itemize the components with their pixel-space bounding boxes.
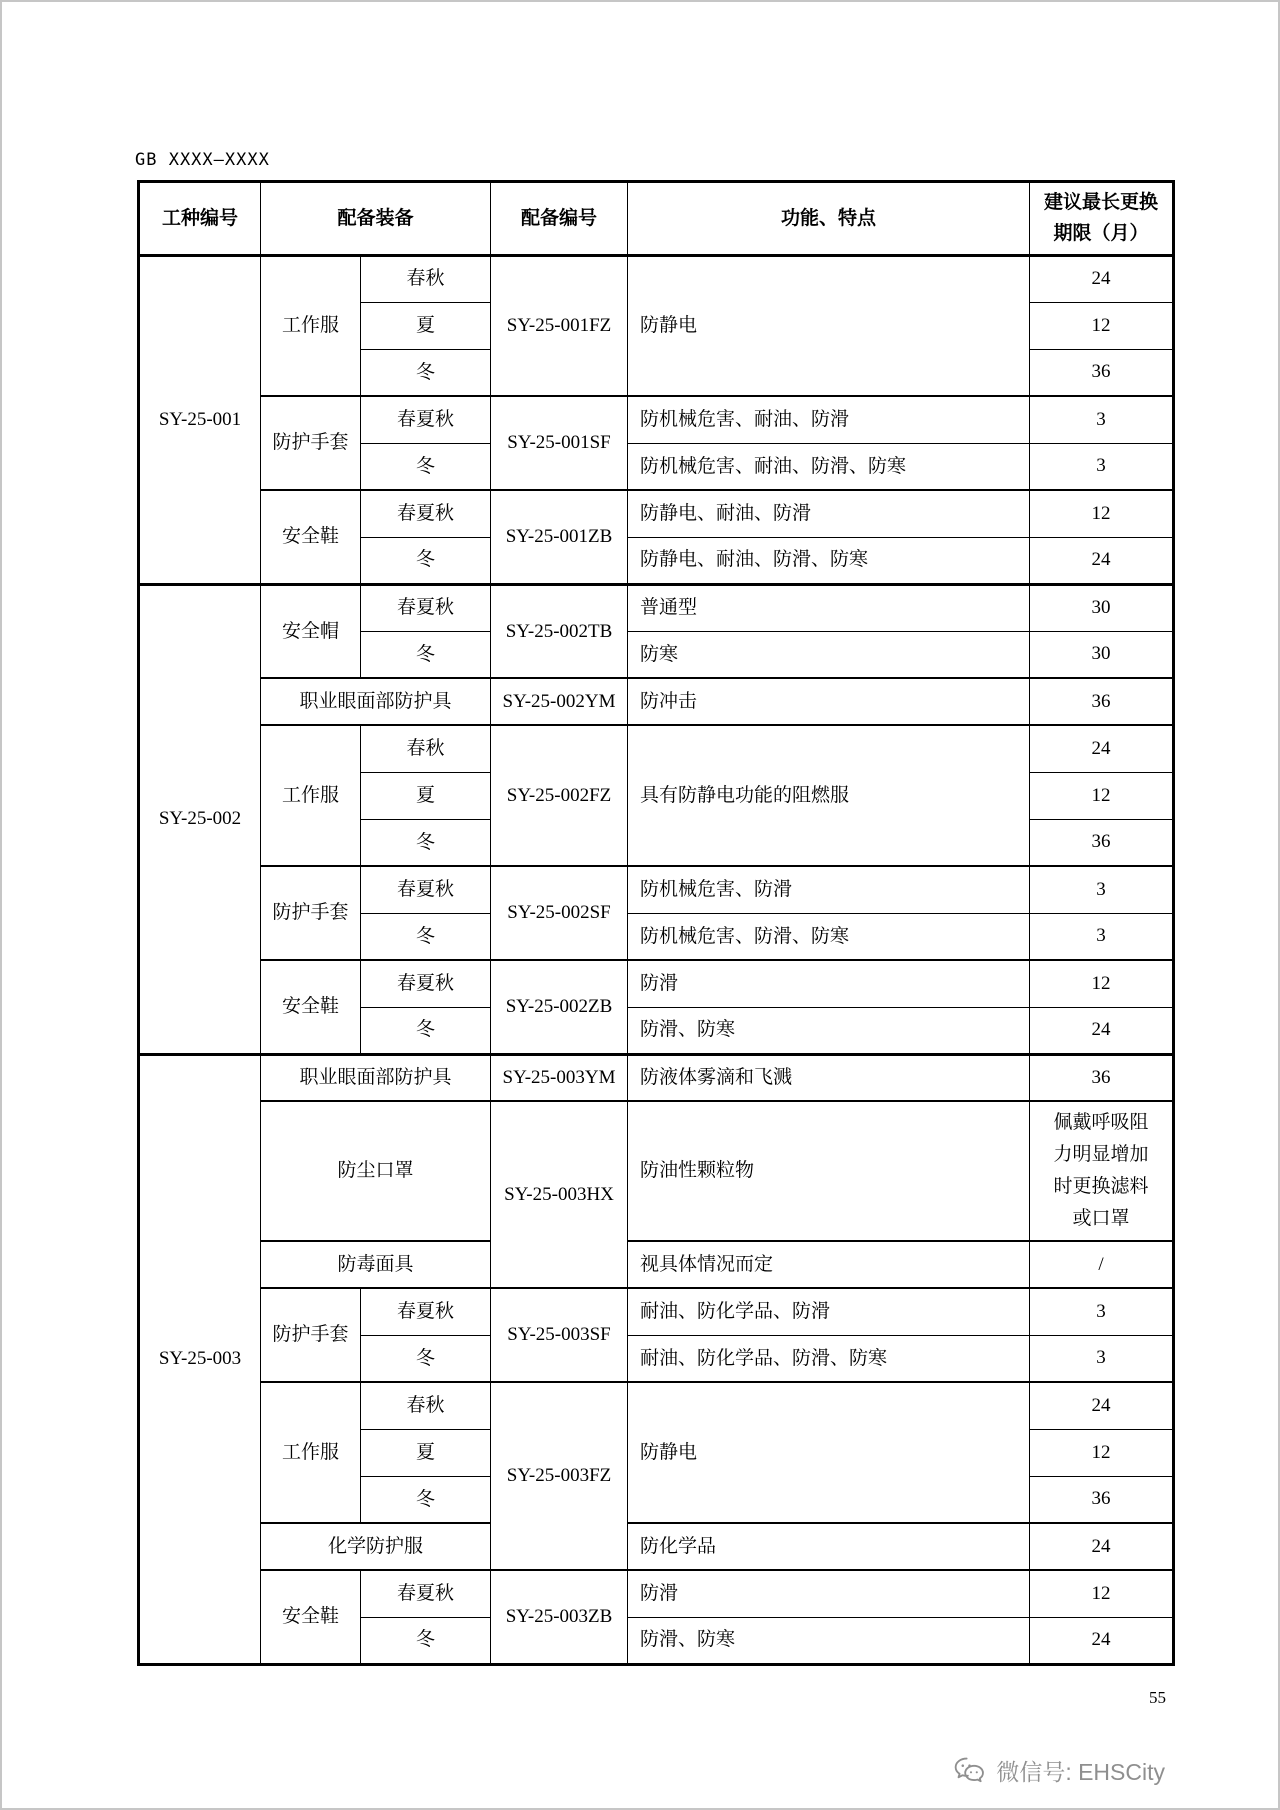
period-cell: 12: [1030, 1570, 1174, 1617]
period-cell: 24: [1030, 1382, 1174, 1429]
equip-code-cell: SY-25-001ZB: [491, 490, 628, 584]
features-cell: 防机械危害、耐油、防滑、防寒: [628, 443, 1030, 490]
header-period: 建议最长更换期限（月）: [1030, 182, 1174, 256]
period-cell: 佩戴呼吸阻力明显增加时更换滤料或口罩: [1030, 1101, 1174, 1241]
header-equip-code: 配备编号: [491, 182, 628, 256]
equipment-cell: 安全鞋: [261, 1570, 361, 1664]
equipment-cell: 防护手套: [261, 396, 361, 490]
season-cell: 冬: [361, 349, 491, 396]
features-cell: 防静电、耐油、防滑: [628, 490, 1030, 537]
job-number-cell: SY-25-002: [139, 584, 261, 1054]
features-cell: 耐油、防化学品、防滑: [628, 1288, 1030, 1335]
equipment-cell: 防护手套: [261, 866, 361, 960]
equip-code-cell: SY-25-003FZ: [491, 1382, 628, 1570]
equipment-cell: 防毒面具: [261, 1241, 491, 1288]
table-row: [139, 1570, 1174, 1617]
table-row: [139, 1288, 1174, 1335]
features-cell: 防静电: [628, 255, 1030, 396]
table-body: [139, 255, 1174, 1664]
features-cell: 防冲击: [628, 678, 1030, 725]
equip-code-cell: SY-25-002ZB: [491, 960, 628, 1054]
period-cell: 36: [1030, 1054, 1174, 1101]
equip-code-cell: SY-25-001SF: [491, 396, 628, 490]
season-cell: 冬: [361, 1007, 491, 1054]
period-cell: 30: [1030, 584, 1174, 631]
season-cell: 冬: [361, 913, 491, 960]
equipment-cell: 工作服: [261, 1382, 361, 1523]
table-row: [139, 584, 1174, 631]
period-cell: 36: [1030, 349, 1174, 396]
season-cell: 冬: [361, 1617, 491, 1664]
table-row: [139, 1382, 1174, 1429]
equipment-cell: 安全鞋: [261, 490, 361, 584]
equip-code-cell: SY-25-003YM: [491, 1054, 628, 1101]
table-row: [139, 255, 1174, 302]
season-cell: 冬: [361, 443, 491, 490]
equipment-cell: 工作服: [261, 725, 361, 866]
period-cell: 24: [1030, 1523, 1174, 1570]
features-cell: 防机械危害、耐油、防滑: [628, 396, 1030, 443]
equip-code-cell: SY-25-003SF: [491, 1288, 628, 1382]
equip-code-cell: SY-25-002FZ: [491, 725, 628, 866]
footer-wechat-label: 微信号: EHSCity: [996, 1759, 1165, 1785]
features-cell: 防机械危害、防滑: [628, 866, 1030, 913]
equipment-cell: 化学防护服: [261, 1523, 491, 1570]
job-number-cell: SY-25-003: [139, 1054, 261, 1664]
period-cell: 3: [1030, 1335, 1174, 1382]
season-cell: 春夏秋: [361, 866, 491, 913]
header-equipment: 配备装备: [261, 182, 491, 256]
features-cell: 视具体情况而定: [628, 1241, 1030, 1288]
season-cell: 冬: [361, 631, 491, 678]
page-number: 55: [1149, 1688, 1166, 1707]
period-cell: 12: [1030, 490, 1174, 537]
table-row: [139, 396, 1174, 443]
header-row: [139, 182, 1174, 256]
features-cell: 防机械危害、防滑、防寒: [628, 913, 1030, 960]
period-cell: 24: [1030, 725, 1174, 772]
season-cell: 冬: [361, 537, 491, 584]
season-cell: 春夏秋: [361, 396, 491, 443]
features-cell: 防液体雾滴和飞溅: [628, 1054, 1030, 1101]
features-cell: 防静电、耐油、防滑、防寒: [628, 537, 1030, 584]
period-cell: 36: [1030, 1476, 1174, 1523]
table-row: [139, 725, 1174, 772]
period-cell: 3: [1030, 443, 1174, 490]
features-cell: 具有防静电功能的阻燃服: [628, 725, 1030, 866]
equip-code-cell: SY-25-002SF: [491, 866, 628, 960]
equipment-cell: 职业眼面部防护具: [261, 678, 491, 725]
footer: [954, 1754, 1165, 1787]
equip-code-cell: SY-25-002TB: [491, 584, 628, 678]
table-row: [139, 1523, 1174, 1570]
features-cell: 防化学品: [628, 1523, 1030, 1570]
period-cell: 12: [1030, 1429, 1174, 1476]
table-row: [139, 678, 1174, 725]
features-cell: 防滑、防寒: [628, 1007, 1030, 1054]
table-header: [139, 182, 1174, 256]
features-cell: 防静电: [628, 1382, 1030, 1523]
features-cell: 防滑: [628, 960, 1030, 1007]
doc-code: GB XXXX—XXXX: [135, 150, 270, 170]
equipment-cell: 工作服: [261, 255, 361, 396]
table-row: [139, 866, 1174, 913]
job-number-cell: SY-25-001: [139, 255, 261, 584]
features-cell: 防寒: [628, 631, 1030, 678]
header-job-number: 工种编号: [139, 182, 261, 256]
period-cell: 36: [1030, 819, 1174, 866]
features-cell: 防油性颗粒物: [628, 1101, 1030, 1241]
equipment-cell: 防护手套: [261, 1288, 361, 1382]
table-row: [139, 490, 1174, 537]
equipment-cell: 安全帽: [261, 584, 361, 678]
period-cell: 24: [1030, 255, 1174, 302]
equipment-cell: 安全鞋: [261, 960, 361, 1054]
equipment-cell: 职业眼面部防护具: [261, 1054, 491, 1101]
features-cell: 普通型: [628, 584, 1030, 631]
wechat-icon: [954, 1757, 987, 1785]
ppe-table-wrapper: [137, 180, 1175, 1666]
season-cell: 春夏秋: [361, 584, 491, 631]
table-row: [139, 1054, 1174, 1101]
season-cell: 春夏秋: [361, 960, 491, 1007]
equip-code-cell: SY-25-001FZ: [491, 255, 628, 396]
season-cell: 春夏秋: [361, 1570, 491, 1617]
period-cell: 3: [1030, 396, 1174, 443]
period-cell: 12: [1030, 302, 1174, 349]
season-cell: 冬: [361, 1476, 491, 1523]
period-cell: 24: [1030, 537, 1174, 584]
period-cell: 24: [1030, 1617, 1174, 1664]
period-cell: /: [1030, 1241, 1174, 1288]
period-cell: 12: [1030, 960, 1174, 1007]
features-cell: 防滑、防寒: [628, 1617, 1030, 1664]
table-row: [139, 1241, 1174, 1288]
ppe-table: [137, 180, 1175, 1666]
period-cell: 24: [1030, 1007, 1174, 1054]
period-cell: 30: [1030, 631, 1174, 678]
season-cell: 冬: [361, 1335, 491, 1382]
features-cell: 耐油、防化学品、防滑、防寒: [628, 1335, 1030, 1382]
equip-code-cell: SY-25-003HX: [491, 1101, 628, 1288]
equipment-cell: 防尘口罩: [261, 1101, 491, 1241]
season-cell: 春秋: [361, 725, 491, 772]
season-cell: 冬: [361, 819, 491, 866]
season-cell: 春秋: [361, 255, 491, 302]
season-cell: 夏: [361, 772, 491, 819]
period-cell: 3: [1030, 866, 1174, 913]
season-cell: 春夏秋: [361, 490, 491, 537]
season-cell: 春秋: [361, 1382, 491, 1429]
equip-code-cell: SY-25-003ZB: [491, 1570, 628, 1664]
table-row: [139, 960, 1174, 1007]
season-cell: 夏: [361, 302, 491, 349]
period-cell: 3: [1030, 1288, 1174, 1335]
header-features: 功能、特点: [628, 182, 1030, 256]
table-row: [139, 1101, 1174, 1241]
equip-code-cell: SY-25-002YM: [491, 678, 628, 725]
period-cell: 12: [1030, 772, 1174, 819]
features-cell: 防滑: [628, 1570, 1030, 1617]
season-cell: 夏: [361, 1429, 491, 1476]
period-cell: 3: [1030, 913, 1174, 960]
period-cell: 36: [1030, 678, 1174, 725]
season-cell: 春夏秋: [361, 1288, 491, 1335]
